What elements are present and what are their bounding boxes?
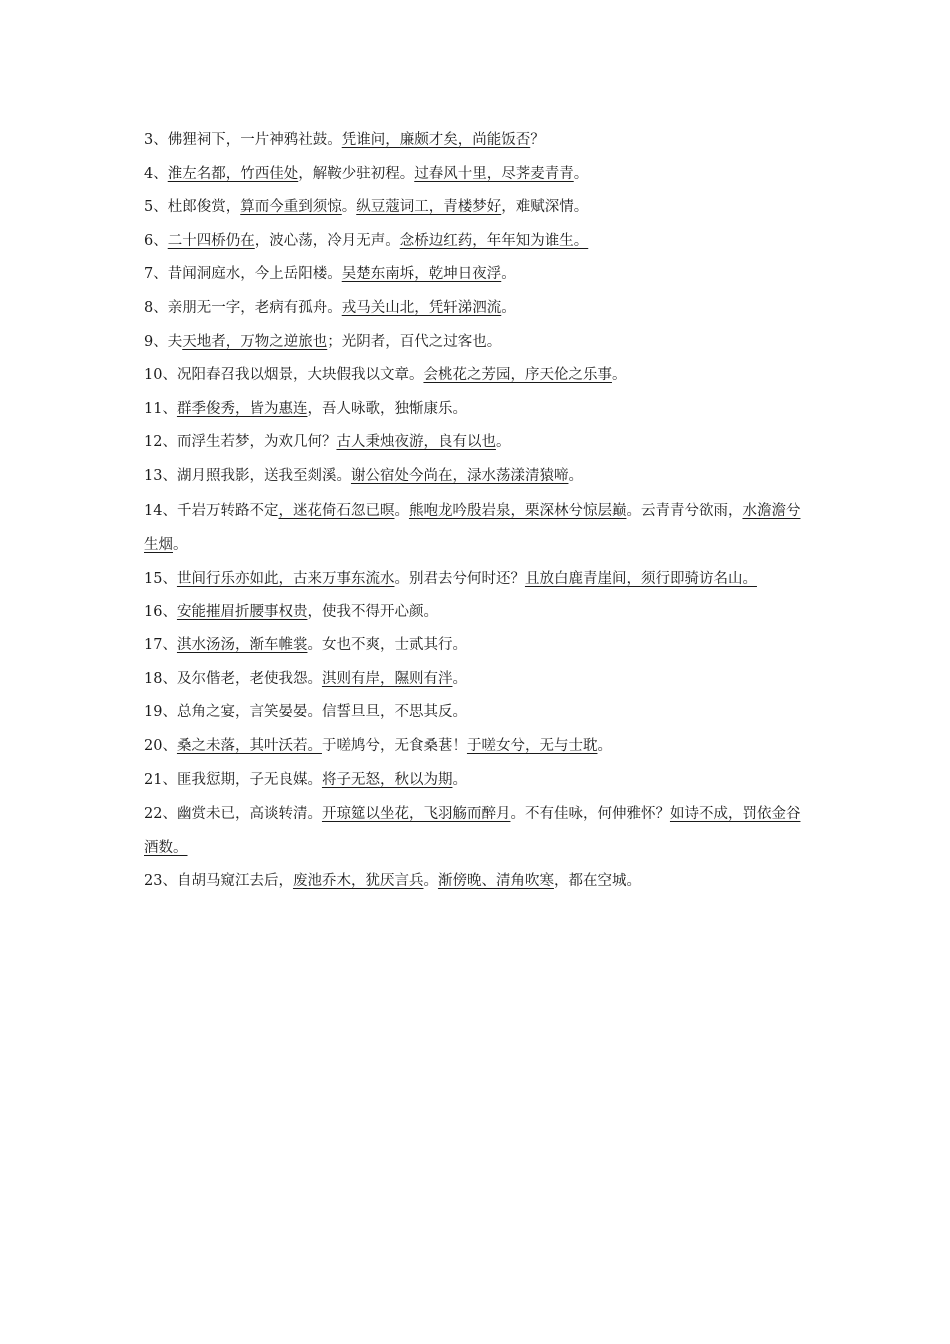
underlined-answer: 念桥边红药，年年知为谁生。 [399,232,589,249]
text-segment: 。 [423,873,438,890]
text-line [144,158,804,192]
underlined-answer: 将子无怒，秋以为期 [321,771,453,788]
text-line [144,426,804,460]
text-line [144,596,804,630]
text-line [144,191,804,225]
text-segment: 16、 [144,603,177,620]
text-segment: 6、 [144,232,168,249]
text-line [144,225,804,259]
text-line [144,494,804,562]
text-segment: 5、杜郎俊赏， [144,199,241,216]
poem-lines [144,124,804,899]
text-segment: 。云青青兮欲雨， [626,502,743,519]
underlined-answer: 如诗不成，罚依金谷酒数。 [144,806,801,857]
text-line [144,562,804,596]
underlined-answer: 过春风十里，尽荠麦青青 [414,165,574,182]
text-segment: 14、千岩万转路不定 [144,502,279,519]
text-line [144,326,804,360]
underlined-answer: 淇则有岸，隰则有泮 [321,670,453,687]
underlined-answer: 水澹澹兮生烟 [144,502,801,553]
underlined-answer: 算而今重到须惊 [240,199,342,216]
underlined-answer: 淇水汤汤，渐车帷裳 [176,637,308,654]
text-segment: 。女也不爽，士贰其行。 [307,637,467,654]
underlined-answer: 二十四桥仍在 [167,232,255,249]
text-segment: ？ [530,132,545,148]
text-line [144,393,804,427]
text-line [144,258,804,292]
underlined-answer: 开琼筵以坐花，飞羽觞而醉月 [321,806,511,823]
underlined-answer: 群季俊秀，皆为惠连 [176,400,308,417]
text-segment: 。 [573,165,589,182]
text-segment: 23、自胡马窥江去后， [144,873,293,890]
text-line [144,292,804,326]
underlined-answer: 渐傍晚、清角吹寒 [437,873,554,890]
underlined-answer: 安能摧眉折腰事权贵 [176,603,308,620]
underlined-answer: 熊咆龙吟殷岩泉，栗深林兮惊层巅 [408,502,627,519]
text-segment: 15、 [144,570,177,587]
text-line [144,764,804,798]
underlined-answer: 淮左名都，竹西佳处 [167,165,299,182]
text-segment: 13、湖月照我影，送我至剡溪。 [144,467,351,484]
text-segment: 21、匪我愆期，子无良媒。 [144,771,322,788]
underlined-answer: 世间行乐亦如此，古来万事东流水 [176,570,395,587]
text-segment: 。 [394,502,409,519]
underlined-answer: 天地者，万物之逆旅也 [182,333,328,350]
underlined-answer: 谢公宿处今尚在，渌水荡漾清猿啼 [350,467,569,484]
text-segment: 于嗟鸠兮，无食桑葚！ [321,737,467,754]
text-segment: 20、 [144,737,177,754]
text-segment: 12、而浮生若梦，为欢几何？ [144,434,337,451]
underlined-answer: ，迷花倚石忽已暝 [278,502,395,519]
underlined-answer: 纵豆蔻词工，青楼梦好 [356,199,502,216]
text-segment: 4、 [144,165,168,182]
text-segment: 。 [452,771,467,788]
document-page [144,124,804,899]
text-segment: 。 [501,266,516,283]
underlined-answer: 于嗟女兮，无与士耽 [466,737,598,754]
text-segment: ，都在空城。 [553,873,641,890]
text-segment: 。 [611,367,627,384]
text-line [144,460,804,494]
text-segment: ，吾人咏歌，独惭康乐。 [307,400,467,417]
text-segment: ，波心荡，冷月无声。 [254,232,400,249]
text-segment: ，使我不得开心颜。 [307,603,438,620]
text-line [144,865,804,899]
text-segment: 。 [495,434,511,451]
text-segment: 。 [341,199,357,216]
text-segment: 10、况阳春召我以烟景，大块假我以文章。 [144,367,424,384]
text-segment: 8、亲朋无一字，老病有孤舟。 [144,299,342,316]
text-segment: 。 [452,670,467,687]
text-segment: ，难赋深情。 [501,199,589,216]
text-segment: 22、幽赏未已，高谈转清。 [144,806,322,823]
text-line [144,730,804,764]
text-line [144,124,804,158]
underlined-answer: 凭谁问，廉颇才矣，尚能饭否 [341,132,531,148]
underlined-answer: 废池乔木，犹厌言兵 [292,873,424,890]
text-segment: 19、总角之宴，言笑晏晏。信誓旦旦，不思其反。 [144,704,467,721]
text-line [144,797,804,865]
text-line [144,629,804,663]
text-line [144,696,804,730]
text-line [144,359,804,393]
underlined-answer: 吴楚东南坼，乾坤日夜浮 [341,266,502,283]
underlined-answer: 且放白鹿青崖间，须行即骑访名山。 [524,570,757,587]
text-segment: 7、昔闻洞庭水，今上岳阳楼。 [144,266,342,283]
text-segment: 。别君去兮何时还？ [394,570,525,587]
text-segment: 3、佛狸祠下，一片神鸦社鼓。 [144,132,342,148]
text-segment: 。 [173,536,188,553]
underlined-answer: 桑之未落，其叶沃若。 [176,737,322,754]
text-segment: 18、及尔偕老，老使我怨。 [144,670,322,687]
text-segment: 。 [568,467,583,484]
text-segment: ，解鞍少驻初程。 [298,165,415,182]
text-segment: ；光阴者，百代之过客也。 [327,333,502,350]
text-segment: 。 [597,737,612,754]
underlined-answer: 古人秉烛夜游，良有以也 [336,434,496,451]
text-segment: 9、夫 [144,333,183,350]
text-segment: 。 [501,299,516,316]
text-segment: 11、 [144,400,177,417]
text-segment: 17、 [144,637,177,654]
text-segment: 。不有佳咏，何伸雅怀？ [510,806,670,823]
underlined-answer: 戎马关山北，凭轩涕泗流 [341,299,502,316]
text-line [144,663,804,697]
underlined-answer: 会桃花之芳园，序天伦之乐事 [423,367,612,384]
